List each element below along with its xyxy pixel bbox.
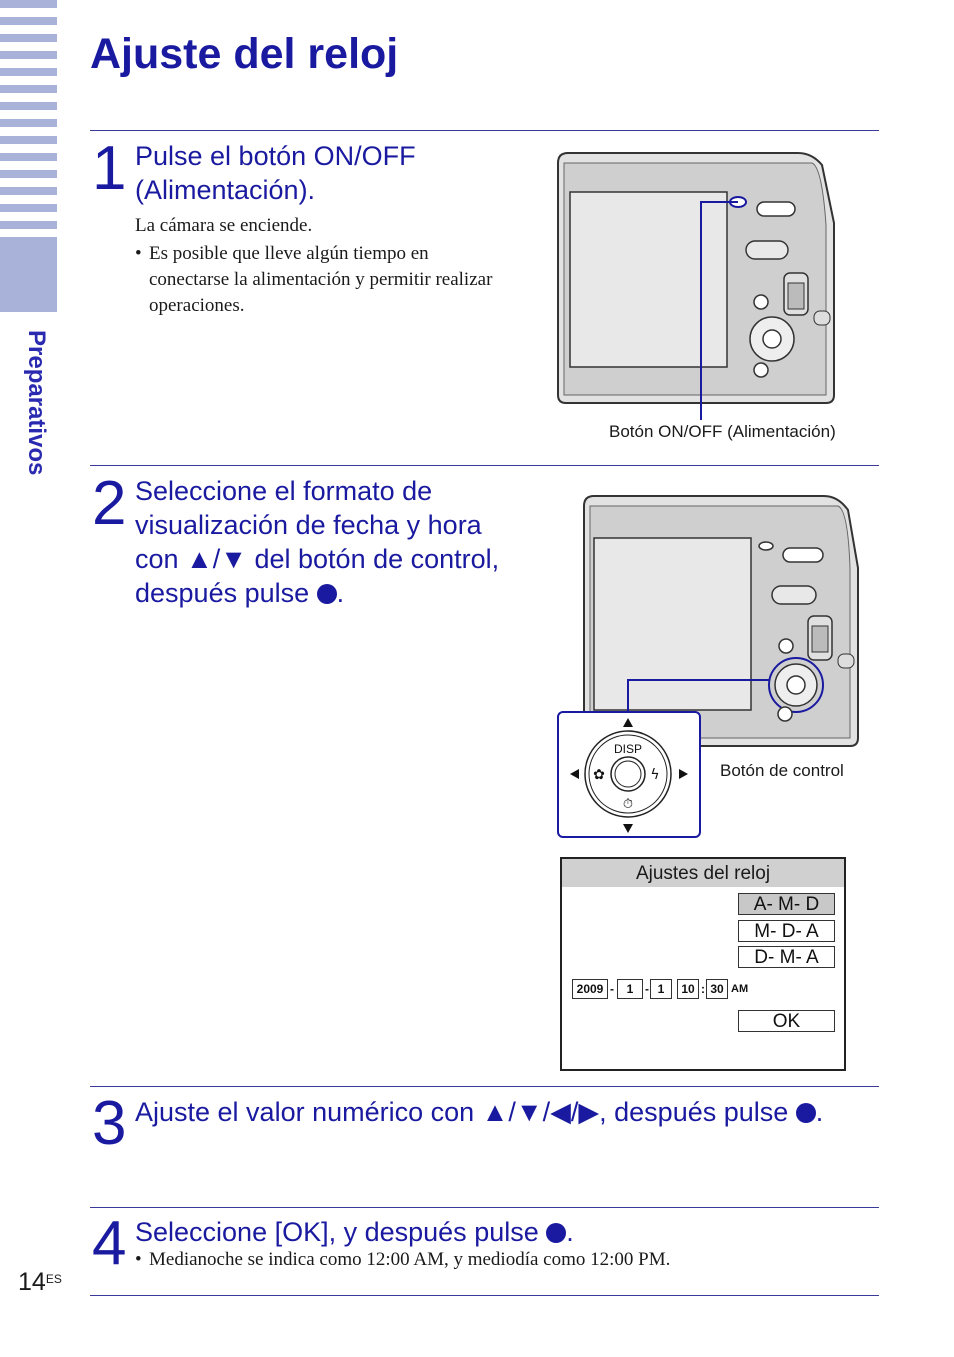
- control-button-diagram: [557, 711, 703, 839]
- sidebar-stripes: [0, 0, 57, 312]
- minute-field[interactable]: 30: [706, 979, 728, 999]
- year-field[interactable]: 2009: [572, 979, 608, 999]
- disp-label: DISP: [613, 742, 643, 756]
- clock-settings-screen: Ajustes del reloj A- M- D M- D- A D- M- A 2009 - 1 - 1 10 : 30 AM OK: [560, 857, 846, 1071]
- flash-icon: ϟ: [650, 767, 660, 783]
- divider: [90, 1207, 879, 1208]
- step-4-number: 4: [92, 1209, 127, 1278]
- center-button-icon: [317, 584, 337, 604]
- step-1-bullet: • Es posible que lleve algún tiempo en conectarse la alimentación y permitir realizar operaciones.: [135, 241, 499, 319]
- center-button-icon: [796, 1103, 816, 1123]
- ok-button[interactable]: OK: [738, 1010, 835, 1032]
- step-3-number: 3: [92, 1089, 127, 1158]
- divider: [90, 1295, 879, 1296]
- camera-2-caption: Botón de control: [720, 761, 844, 780]
- format-option-mda[interactable]: M- D- A: [738, 920, 835, 942]
- step-3-bullet: • Medianoche se indica como 12:00 AM, y mediodía como 12:00 PM.: [135, 1247, 889, 1273]
- step-2-number: 2: [92, 469, 127, 538]
- step-2-heading: Seleccione el formato de visualización de fecha y hora con ▲/▼ del botón de control, después pulse .: [135, 476, 500, 608]
- step-3-heading: Ajuste el valor numérico con ▲/▼/◀/▶, después pulse .: [135, 1097, 824, 1127]
- page-title: Ajuste del reloj: [90, 30, 399, 78]
- format-option-amd[interactable]: A- M- D: [738, 893, 835, 915]
- page-number: $14^{ES}$: [18, 1268, 62, 1296]
- divider: [90, 130, 879, 131]
- month-field[interactable]: 1: [617, 979, 643, 999]
- ampm-label: AM: [731, 983, 749, 995]
- self-timer-icon: ⏱: [622, 797, 634, 812]
- format-option-dma[interactable]: D- M- A: [738, 946, 835, 968]
- hour-field[interactable]: 10: [677, 979, 699, 999]
- macro-icon: ✿: [593, 767, 605, 783]
- day-field[interactable]: 1: [650, 979, 672, 999]
- step-4-heading: Seleccione [OK], y después pulse .: [135, 1217, 574, 1247]
- camera-1-caption: Botón ON/OFF (Alimentación): [609, 422, 836, 441]
- center-button-icon: [546, 1223, 566, 1243]
- divider: [90, 1086, 879, 1087]
- section-label: Preparativos: [23, 330, 50, 476]
- step-1-body: La cámara se enciende.: [135, 215, 313, 236]
- camera-illustration-1: [550, 145, 845, 425]
- clock-screen-header: Ajustes del reloj: [562, 859, 844, 887]
- step-1-heading: Pulse el botón ON/OFF (Alimentación).: [135, 141, 416, 205]
- step-1-number: 1: [92, 134, 127, 203]
- divider: [90, 465, 879, 466]
